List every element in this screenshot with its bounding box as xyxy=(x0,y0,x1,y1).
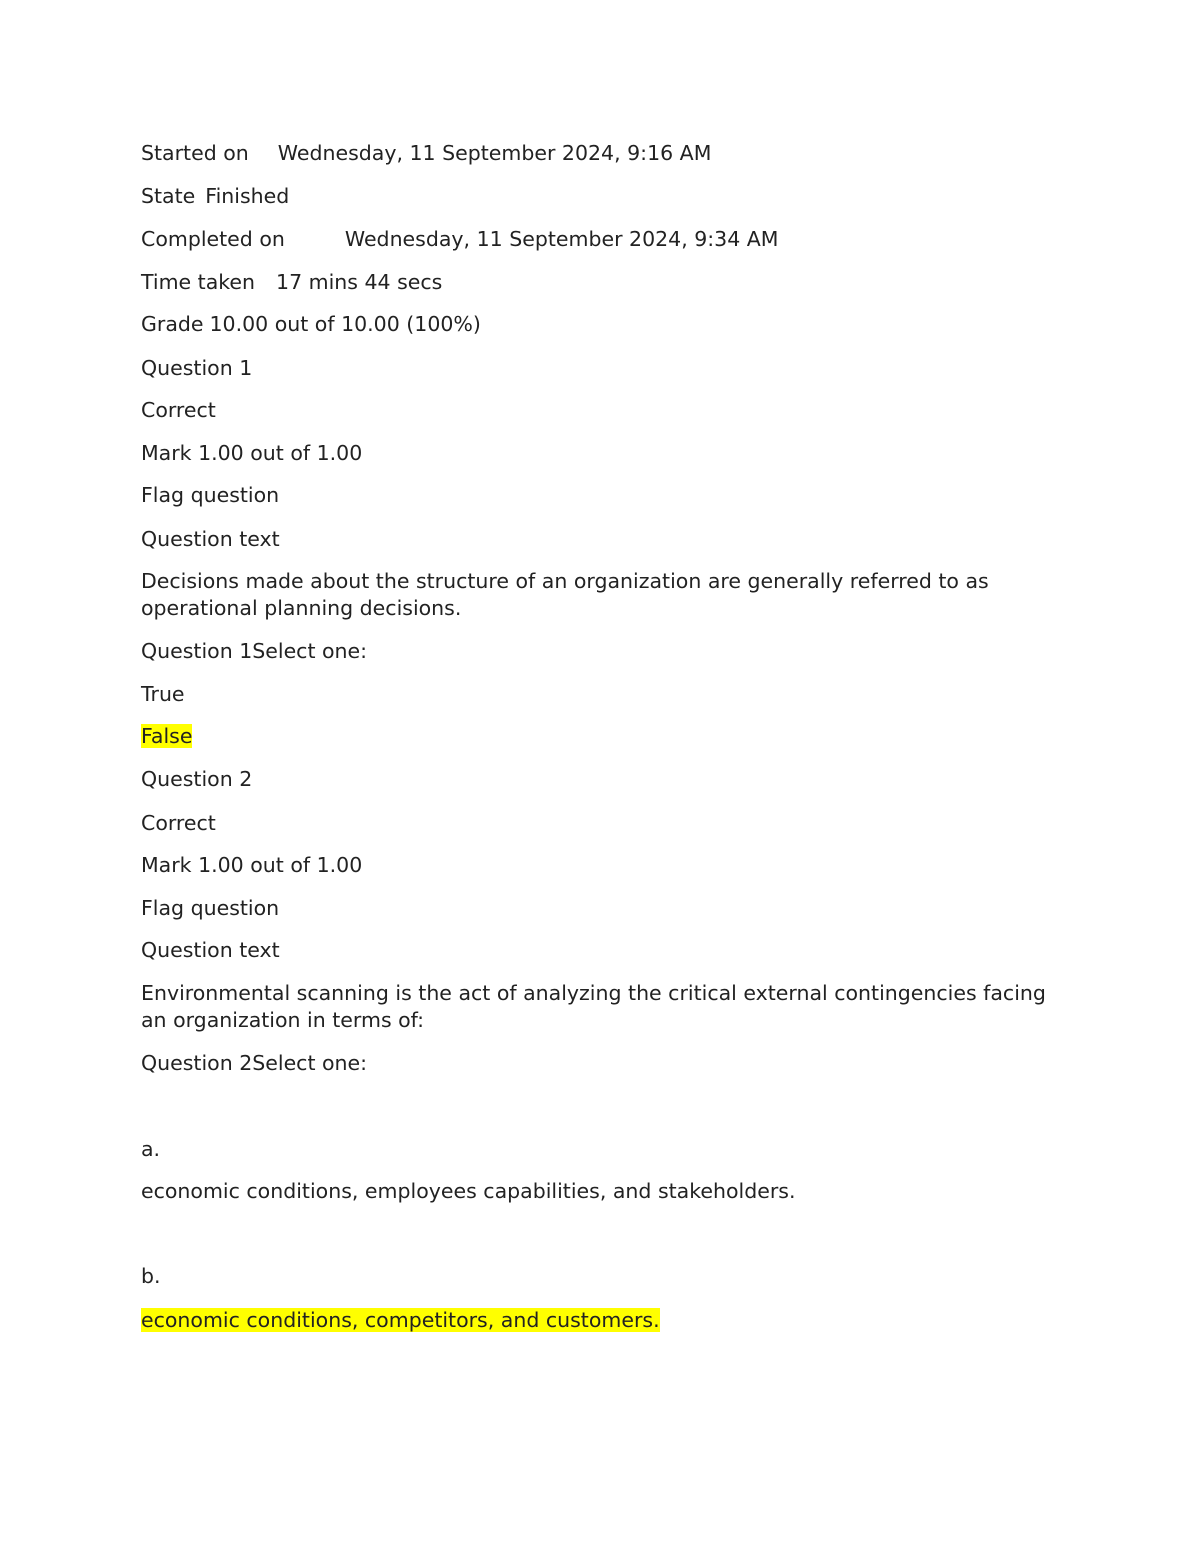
question-2-title: Question 2 xyxy=(141,767,253,791)
question-1-title: Question 1 xyxy=(141,356,253,380)
grade-value: 10.00 out of 10.00 (100%) xyxy=(209,312,481,336)
started-on-value: Wednesday, 11 September 2024, 9:16 AM xyxy=(277,141,712,165)
completed-on-value: Wednesday, 11 September 2024, 9:34 AM xyxy=(344,227,779,251)
question-1-select-prompt: Question 1Select one: xyxy=(141,639,368,663)
completed-on-label: Completed on xyxy=(141,227,285,251)
question-2-mark: Mark 1.00 out of 1.00 xyxy=(141,853,363,877)
question-2-status: Correct xyxy=(141,811,216,835)
question-1-option-false[interactable] xyxy=(141,723,192,750)
time-taken-value: 17 mins 44 secs xyxy=(276,270,443,294)
question-2-select-prompt: Question 2Select one: xyxy=(141,1051,368,1075)
question-1-flag[interactable]: Flag question xyxy=(141,483,280,507)
question-2-option-a-text[interactable]: economic conditions, employees capabilities, and stakeholders. xyxy=(141,1179,796,1203)
time-taken-row xyxy=(141,269,442,296)
state-label: State xyxy=(141,184,196,208)
started-on-row xyxy=(141,140,711,167)
question-1-option-true[interactable]: True xyxy=(141,682,185,706)
question-1-status: Correct xyxy=(141,398,216,422)
question-2-flag[interactable]: Flag question xyxy=(141,896,280,920)
question-2-option-b-text[interactable] xyxy=(141,1307,660,1334)
question-2-text-label: Question text xyxy=(141,938,280,962)
question-2-option-b-letter: b. xyxy=(141,1264,161,1288)
question-1-text: Decisions made about the structure of an organization are generally referred to as operational planning decisions. xyxy=(141,569,989,620)
state-value: Finished xyxy=(205,184,290,208)
grade-label: Grade xyxy=(141,312,204,336)
question-2-option-a-letter: a. xyxy=(141,1137,161,1161)
question-1-text-label: Question text xyxy=(141,527,280,551)
started-on-label: Started on xyxy=(141,141,249,165)
grade-row xyxy=(141,311,481,338)
question-2-text: Environmental scanning is the act of analyzing the critical external contingencies facing an organization in terms of: xyxy=(141,981,1046,1032)
completed-on-row xyxy=(141,226,779,253)
time-taken-label: Time taken xyxy=(141,270,256,294)
state-row xyxy=(141,183,289,210)
question-1-option-false-highlight: False xyxy=(141,724,193,748)
question-1-mark: Mark 1.00 out of 1.00 xyxy=(141,441,363,465)
question-2-option-b-highlight: economic conditions, competitors, and customers. xyxy=(141,1308,660,1332)
